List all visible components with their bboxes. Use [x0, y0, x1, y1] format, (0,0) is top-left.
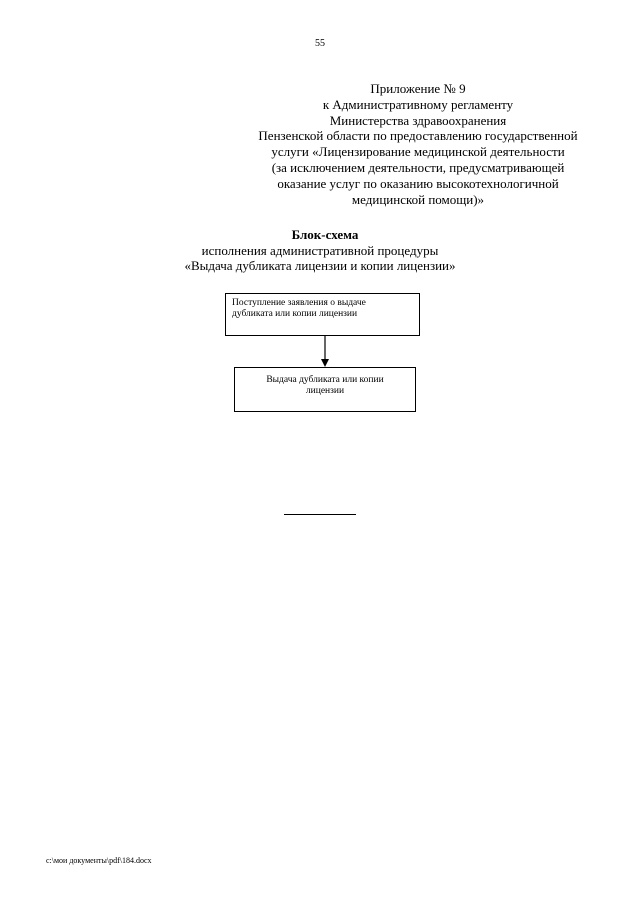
page-number: 55	[315, 38, 325, 49]
footer-file-path: c:\мои документы\pdf\184.docx	[46, 856, 152, 865]
flow-step-text: Выдача дубликата или копии	[266, 375, 384, 385]
appendix-line: медицинской помощи)»	[351, 191, 485, 207]
appendix-line: к Административному регламенту	[322, 96, 514, 112]
scheme-title: Блок-схема	[291, 227, 359, 242]
scheme-subtitle-line: исполнения административной процедуры	[201, 243, 439, 258]
flow-step-issue-duplicate	[234, 367, 416, 412]
flow-step-text: лицензии	[305, 386, 345, 396]
flow-step-text: Поступление заявления о выдаче	[232, 298, 366, 308]
appendix-line: (за исключением деятельности, предусматривающей	[271, 159, 565, 175]
flow-step-text: дубликата или копии лицензии	[232, 309, 358, 319]
end-separator-line	[284, 514, 356, 515]
scheme-subtitle-line: «Выдача дубликата лицензии и копии лицензии»	[184, 258, 456, 273]
appendix-line: Приложение № 9	[370, 81, 466, 96]
appendix-line: Пензенской области по предоставлению государственной	[258, 128, 578, 144]
appendix-line: оказание услуг по оказанию высокотехнологичной	[277, 175, 559, 191]
appendix-line: Министерства здравоохранения	[329, 112, 507, 128]
appendix-line: услуги «Лицензирование медицинской деятельности	[271, 144, 565, 160]
